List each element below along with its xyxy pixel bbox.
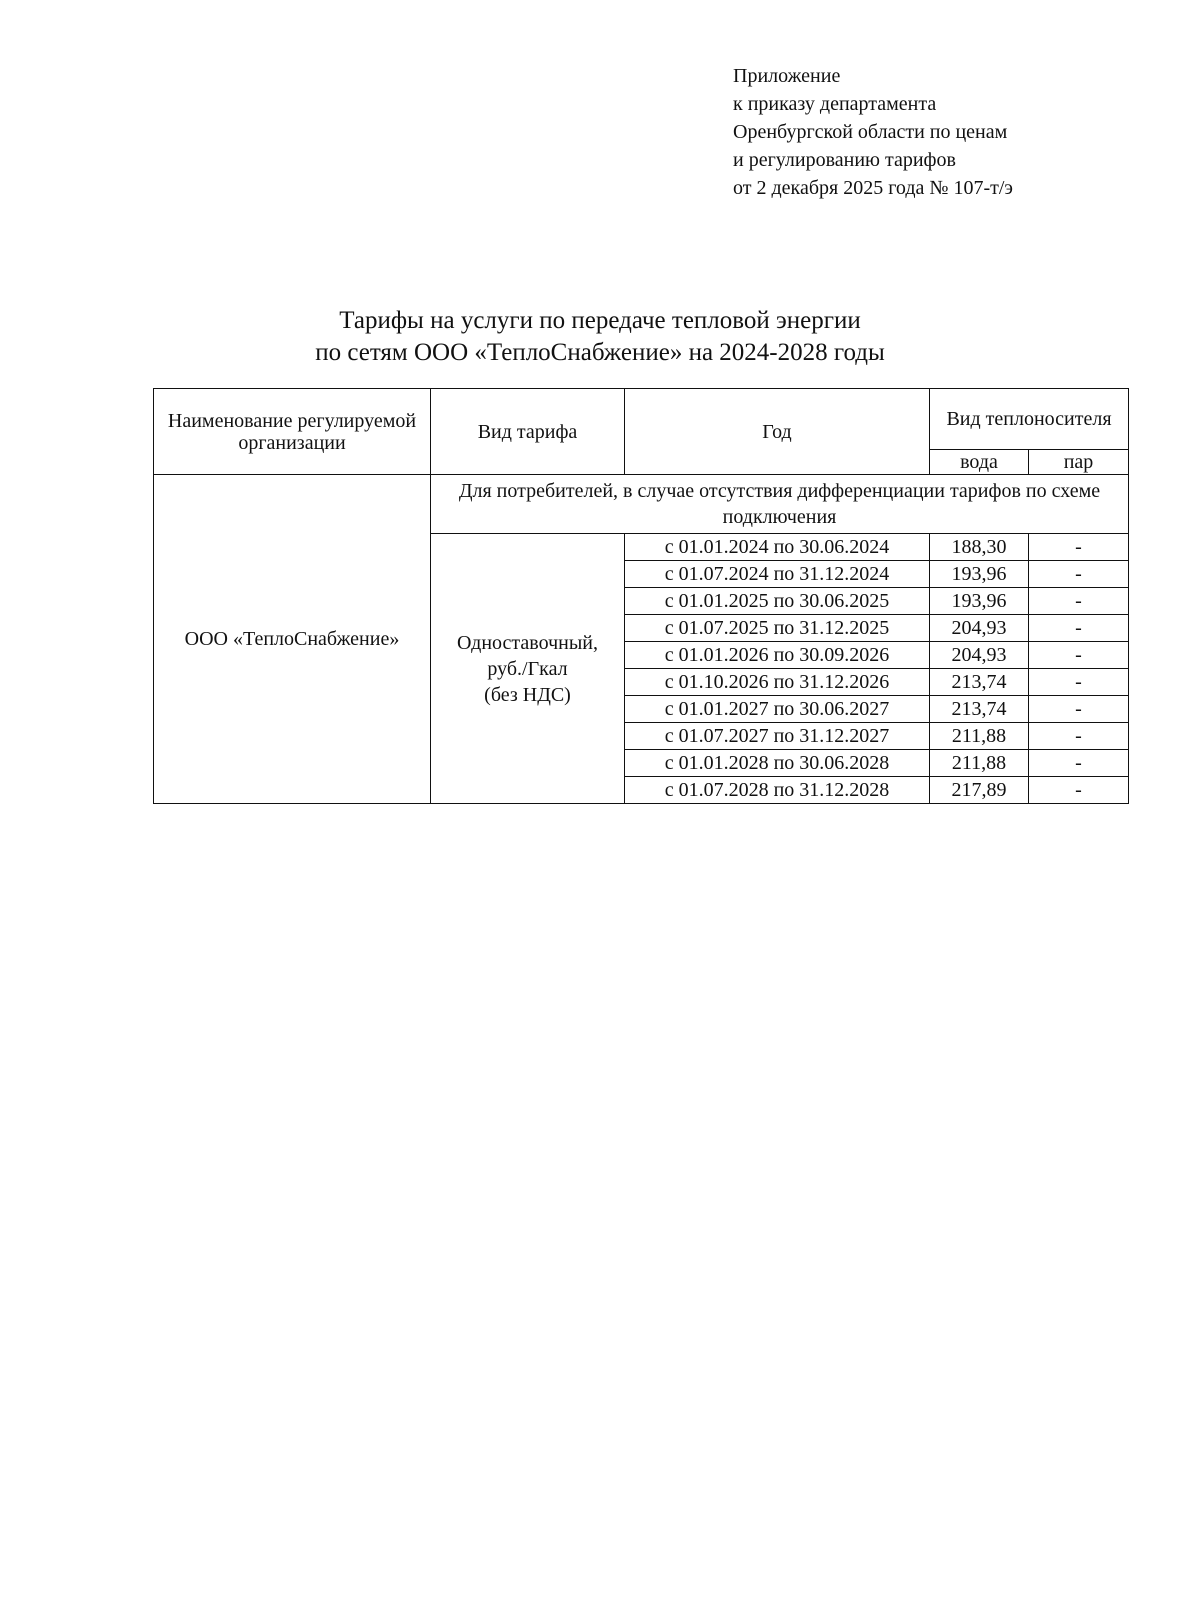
period-cell: с 01.01.2024 по 30.06.2024: [625, 534, 930, 561]
water-value: 211,88: [930, 750, 1029, 777]
steam-value: -: [1029, 561, 1129, 588]
water-value: 193,96: [930, 588, 1029, 615]
water-value: 188,30: [930, 534, 1029, 561]
title-line-1: Тарифы на услуги по передаче тепловой энергии: [339, 307, 861, 334]
appendix-line: и регулированию тарифов: [733, 149, 956, 171]
water-value: 213,74: [930, 669, 1029, 696]
period-cell: с 01.07.2025 по 31.12.2025: [625, 615, 930, 642]
water-value: 204,93: [930, 642, 1029, 669]
document-title: [100, 305, 1100, 369]
period-cell: с 01.01.2025 по 30.06.2025: [625, 588, 930, 615]
period-cell: с 01.10.2026 по 31.12.2026: [625, 669, 930, 696]
steam-value: -: [1029, 696, 1129, 723]
water-value: 211,88: [930, 723, 1029, 750]
steam-value: -: [1029, 642, 1129, 669]
header-organization: Наименование регулируемой организации: [154, 389, 431, 475]
header-carrier: Вид теплоносителя: [930, 389, 1129, 450]
tariff-type-line: Одноставочный,: [457, 631, 598, 654]
appendix-line: Оренбургской области по ценам: [733, 121, 1008, 143]
header-tariff-type: Вид тарифа: [431, 389, 625, 475]
tariff-type-cell: [431, 534, 625, 804]
appendix-header: [733, 62, 1013, 202]
steam-value: -: [1029, 534, 1129, 561]
period-cell: с 01.07.2024 по 31.12.2024: [625, 561, 930, 588]
tariff-type-line: руб./Гкал: [487, 657, 568, 680]
period-cell: с 01.07.2027 по 31.12.2027: [625, 723, 930, 750]
header-steam: пар: [1029, 450, 1129, 475]
water-value: 213,74: [930, 696, 1029, 723]
title-line-2: по сетям ООО «ТеплоСнабжение» на 2024-2028 годы: [315, 339, 885, 366]
steam-value: -: [1029, 723, 1129, 750]
header-year: Год: [625, 389, 930, 475]
period-cell: с 01.01.2028 по 30.06.2028: [625, 750, 930, 777]
consumers-row: [154, 475, 1129, 534]
steam-value: -: [1029, 750, 1129, 777]
consumers-note: Для потребителей, в случае отсутствия дифференциации тарифов по схеме подключения: [431, 475, 1129, 534]
appendix-line: к приказу департамента: [733, 93, 937, 115]
water-value: 217,89: [930, 777, 1029, 804]
table-header-row: [154, 389, 1129, 450]
period-cell: с 01.07.2028 по 31.12.2028: [625, 777, 930, 804]
period-cell: с 01.01.2026 по 30.09.2026: [625, 642, 930, 669]
organization-cell: ООО «ТеплоСнабжение»: [154, 475, 431, 804]
appendix-line: Приложение: [733, 65, 841, 87]
tariff-type-line: (без НДС): [484, 683, 571, 706]
header-water: вода: [930, 450, 1029, 475]
steam-value: -: [1029, 615, 1129, 642]
water-value: 204,93: [930, 615, 1029, 642]
steam-value: -: [1029, 669, 1129, 696]
tariff-table: [153, 388, 1129, 804]
steam-value: -: [1029, 588, 1129, 615]
appendix-line: от 2 декабря 2025 года № 107-т/э: [733, 177, 1013, 199]
water-value: 193,96: [930, 561, 1029, 588]
steam-value: -: [1029, 777, 1129, 804]
period-cell: с 01.01.2027 по 30.06.2027: [625, 696, 930, 723]
